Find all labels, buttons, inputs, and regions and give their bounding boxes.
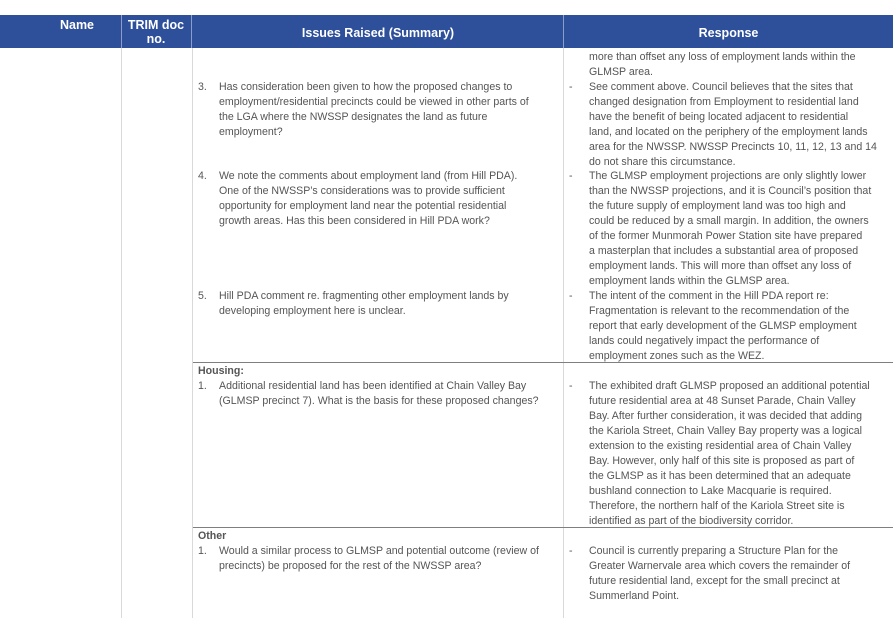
dash-bullet: - xyxy=(569,81,573,93)
response-text xyxy=(589,379,889,529)
issue-text xyxy=(219,80,559,140)
text-line: future residential land, except for the small precinct at xyxy=(589,575,840,587)
text-line: See comment above. Council believes that the sites that xyxy=(589,81,853,93)
text-line: extension to the existing residential area of Chain Valley xyxy=(589,440,852,452)
section-heading-other: Other xyxy=(198,530,227,542)
response-text xyxy=(589,80,889,170)
column-header-trim-line2: no. xyxy=(146,32,166,46)
text-line: Greater Warnervale area which covers the remainder of xyxy=(589,560,851,572)
text-line: changed designation from Employment to residential land xyxy=(589,96,859,108)
item-number: 1. xyxy=(198,380,207,392)
text-line: The intent of the comment in the Hill PDA report re: xyxy=(589,290,829,302)
text-line: bushland connection to Lake Macquarie is required. xyxy=(589,485,832,497)
column-divider xyxy=(563,48,564,618)
text-line: GLMSP area. xyxy=(589,66,653,78)
text-line: We note the comments about employment land (from Hill PDA). xyxy=(219,170,518,182)
text-line: The exhibited draft GLMSP proposed an additional potential xyxy=(589,380,870,392)
column-header-issues: Issues Raised (Summary) xyxy=(301,26,455,40)
text-line: more than offset any loss of employment lands within the xyxy=(589,51,856,63)
text-line: of the former Munmorah Power Station site have prepared xyxy=(589,230,863,242)
issue-text xyxy=(219,169,559,229)
column-header-trim-line1: TRIM doc xyxy=(127,18,185,32)
dash-bullet: - xyxy=(569,380,573,392)
issue-text xyxy=(219,289,559,319)
text-line: could be reduced by a small margin. In addition, the owners xyxy=(589,215,869,227)
text-line: the LGA where the NWSSP designates the land as future xyxy=(219,111,488,123)
text-line: the Kariola Street, Chain Valley Bay property was a logical xyxy=(589,425,863,437)
text-line: Additional residential land has been identified at Chain Valley Bay xyxy=(219,380,527,392)
text-line: Fragmentation is relevant to the recommendation of the xyxy=(589,305,850,317)
text-line: do not share this circumstance. xyxy=(589,156,736,168)
column-header-trim xyxy=(122,15,190,51)
text-line: Bay. However, only half of this site is proposed as part of xyxy=(589,455,855,467)
text-line: Therefore, the northern half of the Kariola Street site is xyxy=(589,500,845,512)
issue-text xyxy=(219,379,559,409)
text-line: identified as part of the biodiversity corridor. xyxy=(589,515,794,527)
response-text xyxy=(589,544,889,604)
item-number: 4. xyxy=(198,170,207,182)
text-line: precincts) be proposed for the rest of the NWSSP area? xyxy=(219,560,482,572)
issue-text xyxy=(219,544,559,574)
text-line: the future supply of employment land was too high and xyxy=(589,200,846,212)
text-line: employment lands within the GLMSP area. xyxy=(589,275,790,287)
section-heading-housing: Housing: xyxy=(198,365,244,377)
column-divider xyxy=(192,48,193,618)
text-line: The GLMSP employment projections are only slightly lower xyxy=(589,170,867,182)
table-header xyxy=(0,15,893,48)
item-number: 5. xyxy=(198,290,207,302)
section-divider xyxy=(193,362,893,363)
text-line: lands could negatively impact the performance of xyxy=(589,335,820,347)
text-line: Summerland Point. xyxy=(589,590,680,602)
text-line: employment zones such as the WEZ. xyxy=(589,350,765,362)
text-line: land, and located on the periphery of the employment lands xyxy=(589,126,868,138)
text-line: Hill PDA comment re. fragmenting other employment lands by xyxy=(219,290,509,302)
text-line: future residential area at 48 Sunset Parade, Chain Valley xyxy=(589,395,856,407)
header-divider xyxy=(191,15,192,48)
text-line: a masterplan that includes a substantial area of proposed xyxy=(589,245,859,257)
text-line: Council is currently preparing a Structure Plan for the xyxy=(589,545,839,557)
text-line: employment lands. This will more than offset any loss of xyxy=(589,260,852,272)
text-line: Bay. After further consideration, it was decided that adding xyxy=(589,410,863,422)
column-divider xyxy=(121,48,122,618)
dash-bullet: - xyxy=(569,170,573,182)
text-line: (GLMSP precinct 7). What is the basis for these proposed changes? xyxy=(219,395,539,407)
response-continuation xyxy=(589,50,889,80)
response-text xyxy=(589,169,889,289)
item-number: 1. xyxy=(198,545,207,557)
text-line: Would a similar process to GLMSP and potential outcome (review of xyxy=(219,545,539,557)
column-header-response: Response xyxy=(698,26,759,40)
text-line: developing employment here is unclear. xyxy=(219,305,406,317)
text-line: growth areas. Has this been considered in Hill PDA work? xyxy=(219,215,490,227)
text-line: One of the NWSSP’s considerations was to provide sufficient xyxy=(219,185,505,197)
column-header-name: Name xyxy=(59,18,95,32)
text-line: opportunity for employment land near the potential residential xyxy=(219,200,507,212)
section-divider xyxy=(193,527,893,528)
dash-bullet: - xyxy=(569,545,573,557)
text-line: have the benefit of being located adjacent to residential xyxy=(589,111,849,123)
text-line: employment? xyxy=(219,126,283,138)
text-line: report that early development of the GLMSP employment xyxy=(589,320,857,332)
item-number: 3. xyxy=(198,81,207,93)
dash-bullet: - xyxy=(569,290,573,302)
text-line: than the NWSSP projections, and it is Council’s position that xyxy=(589,185,872,197)
text-line: employment/residential precincts could be viewed in other parts of xyxy=(219,96,529,108)
text-line: Has consideration been given to how the proposed changes to xyxy=(219,81,513,93)
text-line: area for the NWSSP. NWSSP Precincts 10, 11, 12, 13 and 14 xyxy=(589,141,877,153)
text-line: the GLMSP as it has been determined that an adequate xyxy=(589,470,851,482)
response-text xyxy=(589,289,889,364)
